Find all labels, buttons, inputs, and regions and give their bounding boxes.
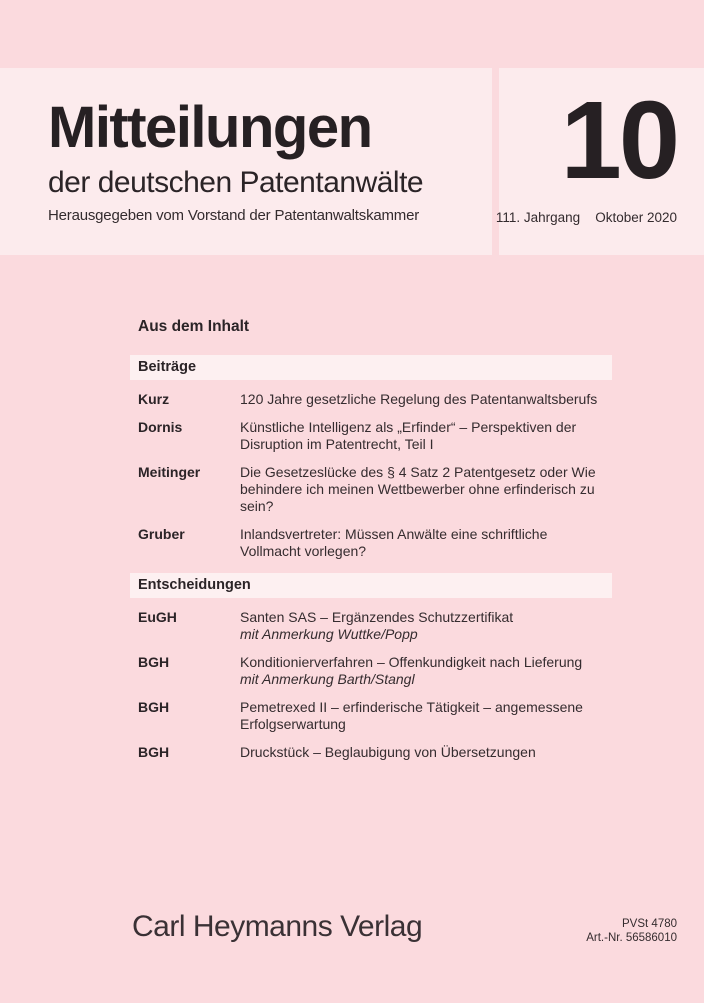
entry-title: 120 Jahre gesetzliche Regelung des Patentanwaltsberufs [240,391,598,407]
entry-title: Pemetrexed II – erfinderische Tätigkeit – angemessene Erfolgserwartung [240,699,583,732]
article-number: Art.-Nr. 56586010 [586,932,677,944]
issue-meta [495,210,677,225]
entry-title: Druckstück – Beglaubigung von Übersetzungen [240,744,536,760]
toc-entry [130,464,612,515]
toc-entry [130,391,612,408]
section-rows [130,391,612,560]
toc-entry [130,419,612,453]
entry-author: BGH [138,744,170,760]
journal-subtitle: der deutschen Patentanwälte [48,165,424,199]
entry-annotation: mit Anmerkung Barth/Stangl [240,671,415,687]
section-beitraege [130,355,612,560]
entry-author: Meitinger [138,464,201,480]
entry-title: Inlandsvertreter: Müssen Anwälte eine schriftliche Vollmacht vorlegen? [240,526,548,559]
entry-text: Santen SAS – Ergänzendes Schutzzertifikat [240,609,514,625]
section-title: Beiträge [138,359,197,375]
section-header-entscheidungen [130,573,612,598]
entry-title: Die Gesetzeslücke des § 4 Satz 2 Patentgesetz oder Wie behindere ich meinen Wettbewerber ohne erfinderisch zu sein? [240,464,596,514]
section-rows [130,609,612,761]
table-of-contents [130,318,612,772]
entry-author: BGH [138,699,170,715]
entry-author: Dornis [138,419,183,435]
issue-panel [495,68,704,255]
entry-annotation: mit Anmerkung Wuttke/Popp [240,626,418,642]
entry-title [240,654,606,688]
footer [0,910,704,945]
print-codes [586,917,677,945]
section-title: Entscheidungen [138,577,251,593]
volume-label: 111. Jahrgang [495,210,581,225]
entry-title [240,609,606,643]
toc-heading: Aus dem Inhalt [138,318,250,335]
section-entscheidungen [130,573,612,761]
toc-entry [130,526,612,560]
publisher-name: Carl Heymanns Verlag [132,910,423,943]
entry-text: Konditionierverfahren – Offenkundigkeit nach Lieferung [240,654,583,670]
section-header-beitraege [130,355,612,380]
issue-number: 10 [560,79,677,202]
journal-title: Mitteilungen [48,95,372,160]
masthead-title-panel [0,68,492,255]
entry-author: BGH [138,654,170,670]
entry-author: EuGH [138,609,177,625]
entry-author: Kurz [138,391,170,407]
entry-author: Gruber [138,526,185,542]
toc-entry [130,699,612,733]
publisher-line: Herausgegeben vom Vorstand der Patentanwaltskammer [48,207,420,225]
entry-title: Künstliche Intelligenz als „Erfinder“ – Perspektiven der Disruption im Patentrecht, Teil I [240,419,577,452]
toc-entry [130,654,612,688]
pvst-number: PVSt 4780 [622,918,677,930]
toc-entry [130,609,612,643]
issue-date: Oktober 2020 [595,210,677,225]
toc-entry [130,744,612,761]
